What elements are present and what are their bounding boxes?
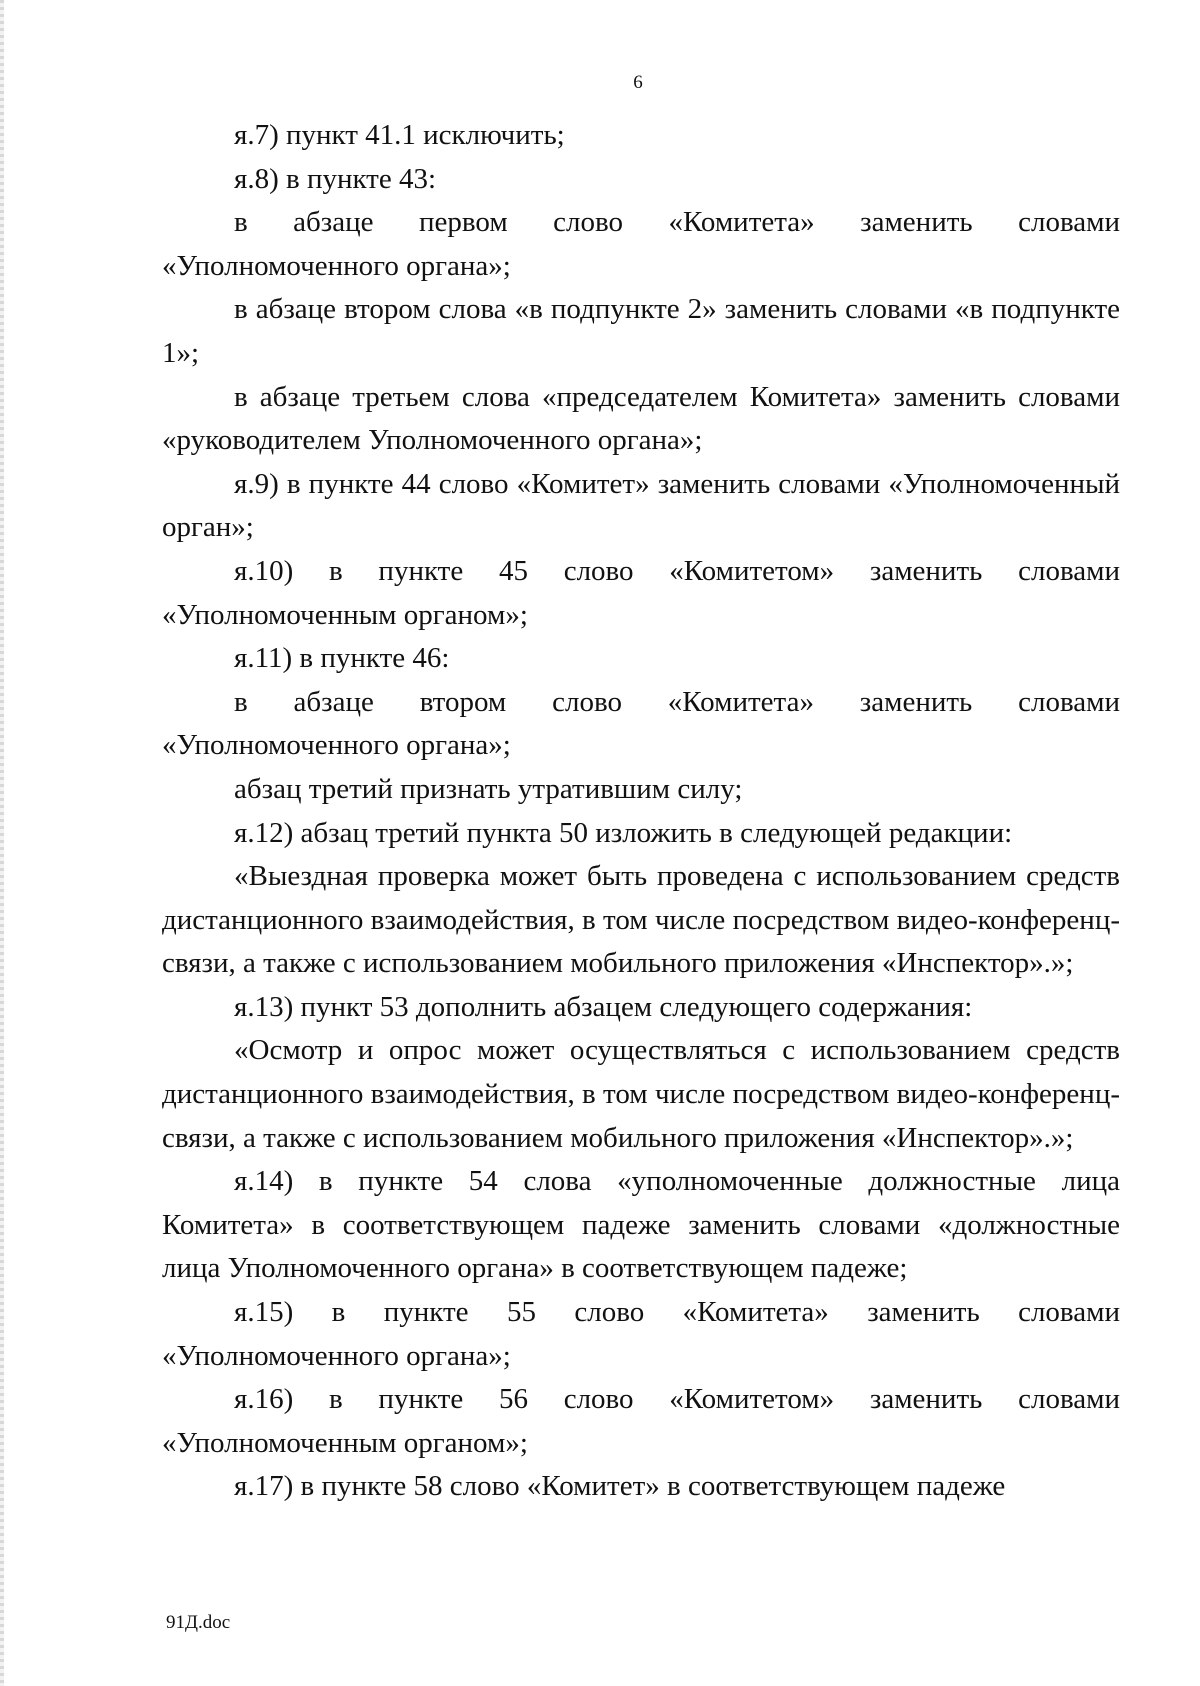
paragraph: в абзаце втором слова «в подпункте 2» заменить словами «в подпункте 1»; [162,293,1120,369]
document-body [162,114,1120,1509]
paragraph: я.7) пункт 41.1 исключить; [234,119,565,151]
paragraph: в абзаце втором слово «Комитета» заменить словами «Уполномоченного органа»; [162,685,1120,762]
paragraph: я.8) в пункте 43: [234,162,437,195]
paragraph: «Осмотр и опрос может осуществляться с использованием средств дистанционного взаимодействия, в том числе посредством видео-конференц-связи, а также с использованием мобильного приложения «Инспектор».»; [162,1034,1120,1154]
scan-edge [0,0,4,1686]
paragraph: я.17) в пункте 58 слово «Комитет» в соответствующем падеже [234,1470,1006,1503]
paragraph: в абзаце первом слово «Комитета» заменить словами «Уполномоченного органа»; [162,206,1120,282]
paragraph: я.9) в пункте 44 слово «Комитет» заменить словами «Уполномоченный орган»; [162,467,1120,544]
footer-filename: 91Д.doc [166,1612,231,1633]
paragraph: я.13) пункт 53 дополнить абзацем следующего содержания: [234,990,973,1023]
paragraph: абзац третий признать утратившим силу; [234,772,743,805]
paragraph: я.11) в пункте 46: [234,642,450,675]
paragraph: я.12) абзац третий пункта 50 изложить в следующей редакции: [234,816,1013,849]
page-number: 6 [633,72,643,93]
paragraph: я.10) в пункте 45 слово «Комитетом» заменить словами «Уполномоченным органом»; [162,554,1120,631]
paragraph: «Выездная проверка может быть проведена с использованием средств дистанционного взаимодействия, в том числе посредством видео-конференц-связи, а также с использованием мобильного приложения «Инспектор».»; [162,860,1120,980]
paragraph: я.15) в пункте 55 слово «Комитета» заменить словами «Уполномоченного органа»; [162,1296,1120,1372]
paragraph: в абзаце третьем слова «председателем Комитета» заменить словами «руководителем Уполномоченного органа»; [162,380,1120,457]
paragraph: я.14) в пункте 54 слова «уполномоченные должностные лица Комитета» в соответствующем падеже заменить словами «должностные лица Уполномоченного органа» в соответствующем падеже; [162,1165,1120,1285]
paragraph: я.16) в пункте 56 слово «Комитетом» заменить словами «Уполномоченным органом»; [162,1383,1120,1459]
